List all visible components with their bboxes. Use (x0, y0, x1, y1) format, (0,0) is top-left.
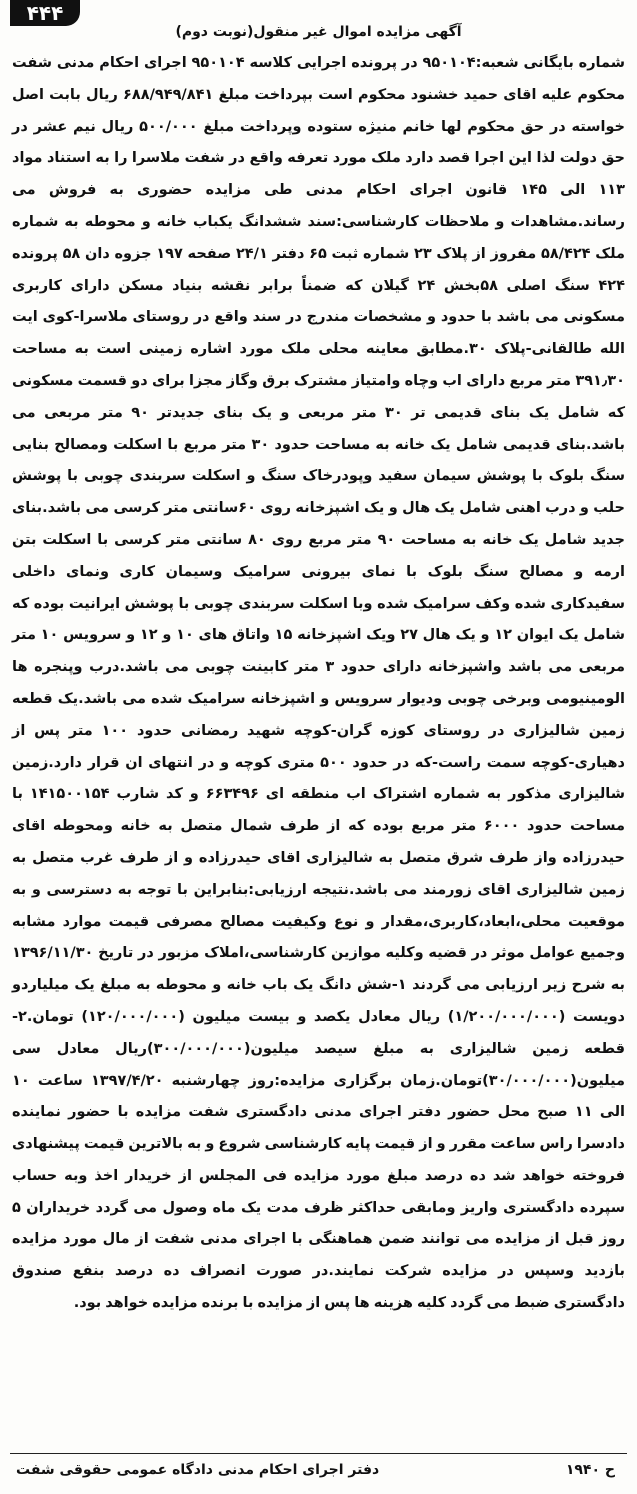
footer-divider (10, 1453, 627, 1454)
notice-footer (10, 1458, 627, 1482)
notice-reference-number: ح ۱۹۴۰ (565, 1462, 615, 1478)
issuing-office: دفتر اجرای احکام مدنی دادگاه عمومی حقوقی شفت (16, 1462, 380, 1478)
auction-notice (10, 1, 627, 1488)
notice-title: آگهی مزایده اموال غیر منقول(نوبت دوم) (175, 24, 462, 40)
notice-body-text: شماره بایگانی شعبه:۹۵۰۱۰۴ در پرونده اجرایی کلاسه ۹۵۰۱۰۴ اجرای احکام مدنی شفت محکوم علیه اقای حمید خشنود محکوم است بپرداخت مبلغ ۶۸۸/۹۴۹/۸۴۱ ریال بابت اصل خواسته در حق محکوم لها خانم منیژه ستوده وپرداخت مبلغ ۵۰۰/۰۰۰ ریال نیم عشر در حق دولت لذا این اجرا قصد دارد ملک مورد تعرفه واقع در شفت ملاسرا را به استناد مواد ۱۱۳ الی ۱۴۵ قانون اجرای احکام مدنی طی مزایده حضوری به فروش می رساند.مشاهدات و ملاحظات کارشناسی:سند ششدانگ یکباب خانه و محوطه به شماره ملک ۵۸/۴۲۴ مفروز از پلاک ۲۳ شماره ثبت ۶۵ دفتر ۲۴/۱ صفحه ۱۹۷ جزوه دان ۵۸ پرونده ۴۲۴ سنگ اصلی ۵۸بخش ۲۴ گیلان که ضمناً برابر نقشه بنیاد مسکن دارای کاربری مسکونی می باشد با حدود و مشخصات مندرج در سند واقع در روستای ملاسرا-کوی ایت الله طالقانی-پلاک ۳۰.مطابق معاینه محلی ملک مورد اشاره زمینی است به مساحت ۳۹۱٫۳۰ متر مربع دارای اب وچاه وامتیاز مشترک برق وگاز مجزا برای دو قسمت مسکونی که شامل یک بنای قدیمی تر ۳۰ متر مربعی و یک بنای جدیدتر ۹۰ متر مربعی می باشد.بنای قدیمی شامل یک خانه به مساحت حدود ۳۰ متر مربع با اسکلت ومصالح بنایی سنگ بلوک با پوشش سیمان سفید وپودرخاک سنگ و اسکلت سربندی چوبی با پوشش حلب و درب اهنی شامل یک هال و یک اشپزخانه روی ۶۰سانتی متر کرسی می باشد.بنای جدید شامل یک خانه به مساحت ۹۰ متر مربع روی ۸۰ سانتی متر کرسی با اسکلت بتن ارمه و مصالح سنگ بلوک با نمای بیرونی سرامیک وسیمان کاری ونمای داخلی سفیدکاری شده وکف سرامیک شده وبا اسکلت سربندی چوبی با پوشش ایرانیت بوده که شامل یک ایوان ۱۲ و یک هال ۲۷ ویک اشپزخانه ۱۵ واتاق های ۱۰ و ۱۲ و سرویس ۱۰ متر مربعی می باشد واشپزخانه دارای حدود ۳ متر کابینت چوبی می باشد.درب وپنجره ها الومینیومی وبرخی چوبی ودیوار سرویس و اشپزخانه سرامیک شده می باشد.یک قطعه زمین شالیزاری در روستای کوزه گران-کوچه شهید رمضانی حدود ۱۰۰ متر پس از دهیاری-کوچه سمت راست-که در حدود ۵۰۰ متری کوچه و در انتهای ان قرار دارد.زمین شالیزاری مذکور به شماره اشتراک اب منطقه ای ۶۶۳۴۹۶ و کد شارب ۱۴۱۵۰۰۱۵۴ با مساحت حدود ۶۰۰۰ متر مربع بوده که از طرف شمال متصل به خانه ومحوطه اقای حیدرزاده واز طرف شرق متصل به شالیزاری اقای حیدرزاده و از طرف غرب متصل به زمین شالیزاری اقای زورمند می باشد.نتیجه ارزیابی:بنابراین با توجه به دسترسی و به موقعیت محلی،ابعاد،کاربری،مقدار و نوع وکیفیت مصالح مصرفی قیمت موارد مشابه وجمیع عوامل موثر در قضیه وکلیه موازین کارشناسی،املاک مزبور در تاریخ ۱۳۹۶/۱۱/۳۰ به شرح زیر ارزیابی می گردند ۱-شش دانگ یک باب خانه و محوطه به مبلغ یک میلیاردو دویست (۱/۲۰۰/۰۰۰/۰۰۰) ریال معادل یکصد و بیست میلیون (۱۲۰/۰۰۰/۰۰۰) تومان.۲-قطعه زمین شالیزاری به مبلغ سیصد میلیون(۳۰۰/۰۰۰/۰۰۰)ریال معادل سی میلیون(۳۰/۰۰۰/۰۰۰)تومان.زمان برگزاری مزایده:روز چهارشنبه ۱۳۹۷/۴/۲۰ ساعت ۱۰ الی ۱۱ صبح محل حضور دفتر اجرای مدنی دادگستری شفت مزایده با حضور نماینده دادسرا راس ساعت مقرر و از قیمت پایه کارشناسی شروع و به بالاترین قیمت پیشنهادی فروخته خواهد شد ده درصد مبلغ مورد مزایده فی المجلس از خریدار اخذ وبه حساب سپرده دادگستری واریز ومابقی حداکثر ظرف مدت یک ماه وصول می گردد خریداران ۵ روز قبل از مزایده می توانند ضمن هماهنگی با اجرای مدنی شفت از مال مورد مزایده بازدید وسپس در مزایده شرکت نمایند.در صورت انصراف ده درصد بنفع صندوق دادگستری ضبط می گردد کلیه هزینه ها پس از مزایده با برنده مزایده خواهد بود. (12, 55, 626, 1312)
page-number-badge: ۴۴۴ (10, 0, 80, 26)
notice-body (12, 48, 625, 1320)
